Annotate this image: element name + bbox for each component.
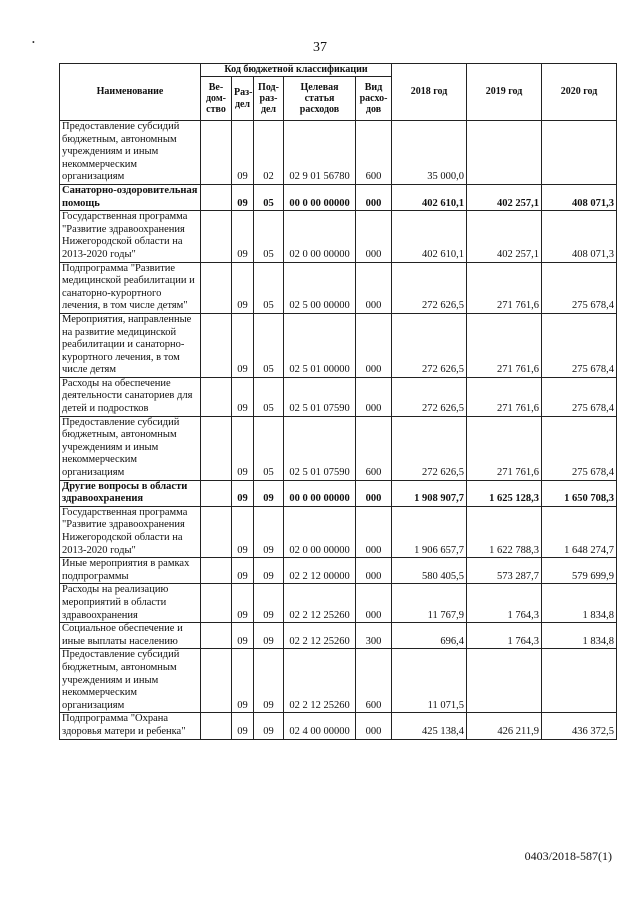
header-vid: Вид расхо-дов bbox=[356, 77, 392, 121]
cell-2018: 580 405,5 bbox=[392, 558, 467, 584]
cell-2019: 1 625 128,3 bbox=[467, 480, 542, 506]
cell-name: Расходы на обеспечение деятельности санаториев для детей и подростков bbox=[60, 377, 201, 416]
cell-2019: 1 764,3 bbox=[467, 584, 542, 623]
cell-target: 02 5 00 00000 bbox=[284, 262, 356, 313]
cell-2019: 1 764,3 bbox=[467, 623, 542, 649]
header-code-group: Код бюджетной классификации bbox=[201, 64, 392, 77]
cell-vid: 000 bbox=[356, 584, 392, 623]
header-name: Наименование bbox=[60, 64, 201, 121]
cell-2020: 1 648 274,7 bbox=[542, 506, 617, 557]
table-row bbox=[60, 416, 617, 480]
table-row bbox=[60, 480, 617, 506]
cell-2018: 11 767,9 bbox=[392, 584, 467, 623]
cell-2019: 426 211,9 bbox=[467, 713, 542, 739]
header-podrazdel: Под-раз-дел bbox=[254, 77, 284, 121]
cell-razdel: 09 bbox=[232, 649, 254, 713]
page-number: 37 bbox=[313, 40, 327, 55]
header-2019: 2019 год bbox=[467, 64, 542, 121]
cell-2020: 1 834,8 bbox=[542, 584, 617, 623]
cell-vedomstvo bbox=[201, 416, 232, 480]
table-row bbox=[60, 713, 617, 739]
cell-podrazdel: 05 bbox=[254, 313, 284, 377]
table-row bbox=[60, 121, 617, 185]
cell-name: Предоставление субсидий бюджетным, автономным учреждениям и иным некоммерческим организациям bbox=[60, 121, 201, 185]
cell-razdel: 09 bbox=[232, 121, 254, 185]
cell-podrazdel: 05 bbox=[254, 211, 284, 262]
cell-2020: 275 678,4 bbox=[542, 377, 617, 416]
cell-razdel: 09 bbox=[232, 558, 254, 584]
cell-vid: 000 bbox=[356, 377, 392, 416]
cell-podrazdel: 09 bbox=[254, 558, 284, 584]
cell-podrazdel: 09 bbox=[254, 623, 284, 649]
cell-name: Предоставление субсидий бюджетным, автономным учреждениям и иным некоммерческим организациям bbox=[60, 649, 201, 713]
cell-target: 00 0 00 00000 bbox=[284, 184, 356, 210]
cell-razdel: 09 bbox=[232, 506, 254, 557]
cell-vid: 000 bbox=[356, 713, 392, 739]
cell-target: 02 5 01 07590 bbox=[284, 377, 356, 416]
cell-vid: 600 bbox=[356, 649, 392, 713]
cell-vid: 300 bbox=[356, 623, 392, 649]
cell-2019 bbox=[467, 649, 542, 713]
cell-2018: 35 000,0 bbox=[392, 121, 467, 185]
footer-document-code: 0403/2018-587(1) bbox=[524, 849, 612, 863]
cell-vedomstvo bbox=[201, 184, 232, 210]
cell-razdel: 09 bbox=[232, 377, 254, 416]
cell-podrazdel: 09 bbox=[254, 584, 284, 623]
cell-2020: 1 834,8 bbox=[542, 623, 617, 649]
cell-2018: 272 626,5 bbox=[392, 313, 467, 377]
cell-2019: 271 761,6 bbox=[467, 377, 542, 416]
table-row bbox=[60, 558, 617, 584]
cell-vid: 000 bbox=[356, 184, 392, 210]
cell-name: Другие вопросы в области здравоохранения bbox=[60, 480, 201, 506]
cell-podrazdel: 09 bbox=[254, 649, 284, 713]
cell-vedomstvo bbox=[201, 313, 232, 377]
cell-2019: 573 287,7 bbox=[467, 558, 542, 584]
cell-vedomstvo bbox=[201, 558, 232, 584]
cell-target: 02 0 00 00000 bbox=[284, 506, 356, 557]
header-razdel: Раз-дел bbox=[232, 77, 254, 121]
table-row bbox=[60, 262, 617, 313]
cell-vedomstvo bbox=[201, 211, 232, 262]
cell-2020: 436 372,5 bbox=[542, 713, 617, 739]
cell-razdel: 09 bbox=[232, 584, 254, 623]
cell-name: Иные мероприятия в рамках подпрограммы bbox=[60, 558, 201, 584]
cell-name: Социальное обеспечение и иные выплаты населению bbox=[60, 623, 201, 649]
cell-2018: 696,4 bbox=[392, 623, 467, 649]
cell-target: 02 2 12 25260 bbox=[284, 584, 356, 623]
table-row bbox=[60, 377, 617, 416]
cell-name: Санаторно-оздоровительная помощь bbox=[60, 184, 201, 210]
cell-vedomstvo bbox=[201, 480, 232, 506]
cell-name: Государственная программа "Развитие здравоохранения Нижегородской области на 2013-2020 годы" bbox=[60, 211, 201, 262]
cell-vedomstvo bbox=[201, 584, 232, 623]
cell-2019: 271 761,6 bbox=[467, 416, 542, 480]
cell-vedomstvo bbox=[201, 377, 232, 416]
cell-vedomstvo bbox=[201, 121, 232, 185]
header-2018: 2018 год bbox=[392, 64, 467, 121]
cell-vid: 000 bbox=[356, 480, 392, 506]
table-row bbox=[60, 313, 617, 377]
cell-2019: 402 257,1 bbox=[467, 184, 542, 210]
table-row bbox=[60, 623, 617, 649]
cell-podrazdel: 05 bbox=[254, 184, 284, 210]
cell-2020: 408 071,3 bbox=[542, 184, 617, 210]
cell-target: 02 5 01 07590 bbox=[284, 416, 356, 480]
cell-vedomstvo bbox=[201, 262, 232, 313]
cell-podrazdel: 02 bbox=[254, 121, 284, 185]
cell-2019: 1 622 788,3 bbox=[467, 506, 542, 557]
cell-target: 02 0 00 00000 bbox=[284, 211, 356, 262]
cell-2018: 402 610,1 bbox=[392, 211, 467, 262]
cell-razdel: 09 bbox=[232, 713, 254, 739]
cell-vedomstvo bbox=[201, 623, 232, 649]
cell-target: 02 2 12 00000 bbox=[284, 558, 356, 584]
cell-target: 02 2 12 25260 bbox=[284, 649, 356, 713]
cell-razdel: 09 bbox=[232, 262, 254, 313]
cell-razdel: 09 bbox=[232, 416, 254, 480]
cell-podrazdel: 09 bbox=[254, 713, 284, 739]
cell-razdel: 09 bbox=[232, 623, 254, 649]
cell-2019: 271 761,6 bbox=[467, 313, 542, 377]
cell-2018: 1 908 907,7 bbox=[392, 480, 467, 506]
cell-2018: 11 071,5 bbox=[392, 649, 467, 713]
cell-vid: 000 bbox=[356, 313, 392, 377]
cell-name: Государственная программа "Развитие здравоохранения Нижегородской области на 2013-2020 годы" bbox=[60, 506, 201, 557]
cell-name: Подпрограмма "Развитие медицинской реабилитации и санаторно-курортного лечения, в том числе детям" bbox=[60, 262, 201, 313]
cell-podrazdel: 05 bbox=[254, 262, 284, 313]
cell-razdel: 09 bbox=[232, 184, 254, 210]
cell-razdel: 09 bbox=[232, 480, 254, 506]
cell-2019 bbox=[467, 121, 542, 185]
cell-vid: 600 bbox=[356, 416, 392, 480]
cell-2019: 402 257,1 bbox=[467, 211, 542, 262]
cell-podrazdel: 09 bbox=[254, 480, 284, 506]
cell-2018: 272 626,5 bbox=[392, 377, 467, 416]
cell-2020: 408 071,3 bbox=[542, 211, 617, 262]
cell-razdel: 09 bbox=[232, 211, 254, 262]
cell-target: 00 0 00 00000 bbox=[284, 480, 356, 506]
table-row bbox=[60, 184, 617, 210]
cell-target: 02 4 00 00000 bbox=[284, 713, 356, 739]
cell-2020 bbox=[542, 121, 617, 185]
table-row bbox=[60, 506, 617, 557]
corner-mark: • bbox=[32, 38, 35, 47]
cell-target: 02 9 01 56780 bbox=[284, 121, 356, 185]
cell-podrazdel: 05 bbox=[254, 377, 284, 416]
cell-2020: 275 678,4 bbox=[542, 313, 617, 377]
cell-2018: 425 138,4 bbox=[392, 713, 467, 739]
cell-name: Предоставление субсидий бюджетным, автономным учреждениям и иным некоммерческим организациям bbox=[60, 416, 201, 480]
cell-2020: 275 678,4 bbox=[542, 262, 617, 313]
table-row bbox=[60, 211, 617, 262]
cell-vid: 000 bbox=[356, 211, 392, 262]
cell-podrazdel: 09 bbox=[254, 506, 284, 557]
table-body bbox=[60, 121, 617, 740]
cell-2018: 1 906 657,7 bbox=[392, 506, 467, 557]
cell-vid: 600 bbox=[356, 121, 392, 185]
header-target: Целевая статья расходов bbox=[284, 77, 356, 121]
budget-table bbox=[59, 63, 617, 740]
cell-2019: 271 761,6 bbox=[467, 262, 542, 313]
cell-2020: 275 678,4 bbox=[542, 416, 617, 480]
cell-2018: 402 610,1 bbox=[392, 184, 467, 210]
cell-name: Мероприятия, направленные на развитие медицинской реабилитации и санаторно-курортного лечения, в том числе детям bbox=[60, 313, 201, 377]
cell-2020 bbox=[542, 649, 617, 713]
cell-2018: 272 626,5 bbox=[392, 416, 467, 480]
cell-razdel: 09 bbox=[232, 313, 254, 377]
cell-vid: 000 bbox=[356, 558, 392, 584]
cell-name: Расходы на реализацию мероприятий в области здравоохранения bbox=[60, 584, 201, 623]
cell-vedomstvo bbox=[201, 649, 232, 713]
header-vedomstvo: Ве-дом-ство bbox=[201, 77, 232, 121]
table-row bbox=[60, 584, 617, 623]
header-2020: 2020 год bbox=[542, 64, 617, 121]
cell-vid: 000 bbox=[356, 506, 392, 557]
cell-vedomstvo bbox=[201, 713, 232, 739]
cell-vid: 000 bbox=[356, 262, 392, 313]
table-row bbox=[60, 649, 617, 713]
cell-2018: 272 626,5 bbox=[392, 262, 467, 313]
cell-target: 02 2 12 25260 bbox=[284, 623, 356, 649]
cell-2020: 579 699,9 bbox=[542, 558, 617, 584]
cell-podrazdel: 05 bbox=[254, 416, 284, 480]
cell-name: Подпрограмма "Охрана здоровья матери и ребенка" bbox=[60, 713, 201, 739]
cell-target: 02 5 01 00000 bbox=[284, 313, 356, 377]
cell-vedomstvo bbox=[201, 506, 232, 557]
cell-2020: 1 650 708,3 bbox=[542, 480, 617, 506]
